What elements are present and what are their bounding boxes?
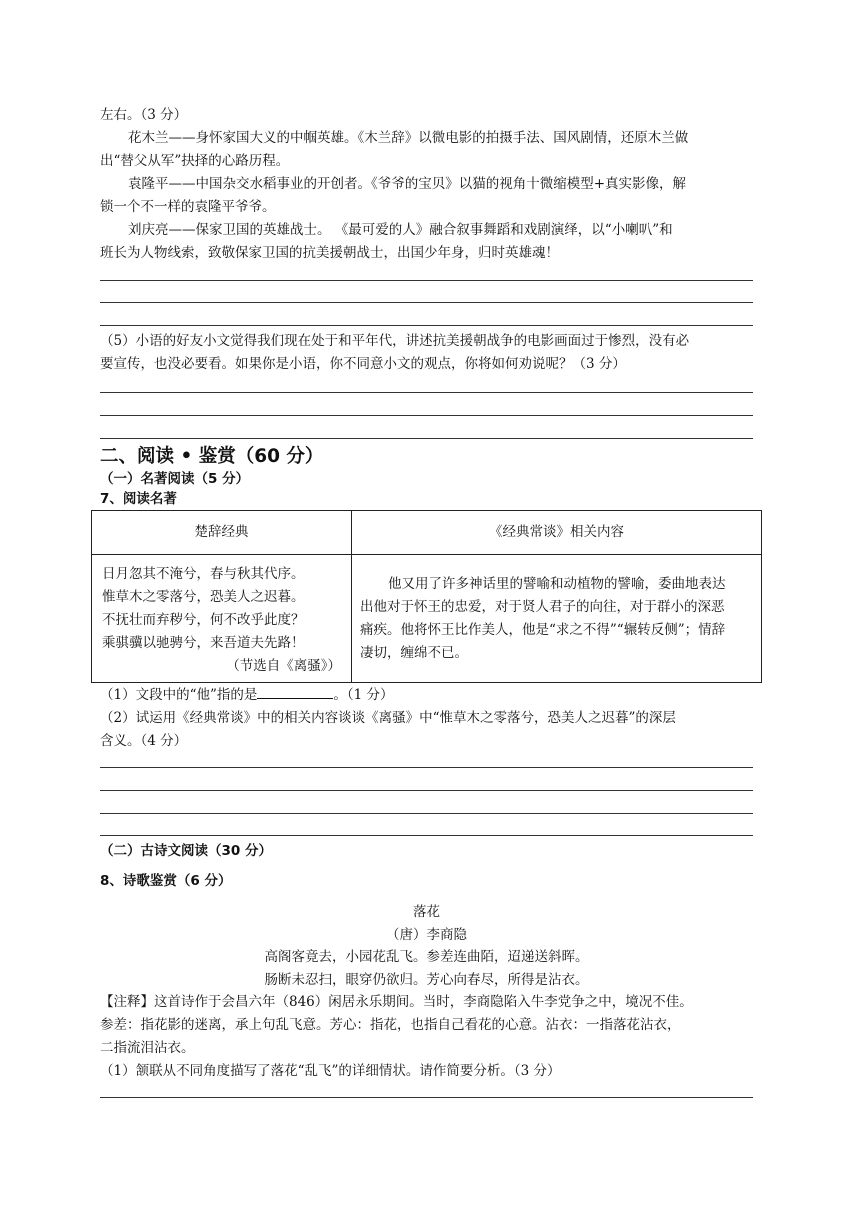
question-score: 。（1 分）	[333, 687, 394, 703]
text-line: 袁隆平——中国杂交水稻事业的开创者。《爷爷的宝贝》以猫的视角十微缩模型+真实影像，解	[128, 176, 687, 192]
answer-line[interactable]	[100, 325, 753, 326]
commentary-line: 他又用了许多神话里的譬喻和动植物的譬喻，委曲地表达	[388, 575, 726, 592]
question-5: （5）小语的好友小文觉得我们现在处于和平年代，讲述抗美援朝战争的电影画面过于惨烈，没有必	[100, 333, 690, 349]
answer-line[interactable]	[100, 438, 753, 439]
poem-line: 肠断未忍扫，眼穿仍欲归。芳心向春尽，所得是沾衣。	[264, 972, 589, 988]
poem-line: 日月忽其不淹兮，春与秋其代序。	[102, 566, 305, 582]
poem-title: 落花	[413, 904, 440, 920]
subsection-title: （二）古诗文阅读（30 分）	[100, 843, 272, 859]
text-line: 班长为人物线索，致敬保家卫国的抗美援朝战士，出国少年身，归时英雄魂！	[100, 245, 559, 261]
classics-table	[91, 510, 762, 683]
answer-line[interactable]	[100, 280, 753, 281]
question-7-label: 7、阅读名著	[100, 491, 177, 507]
question-7-2: （2）试运用《经典常谈》中的相关内容谈谈《离骚》中“惟草木之零落兮，恐美人之迟暮”的深层	[100, 710, 676, 726]
answer-line[interactable]	[100, 813, 753, 814]
question-8-1: （1）颔联从不同角度描写了落花“乱飞”的详细情状。请作简要分析。（3 分）	[100, 1063, 561, 1079]
answer-line[interactable]	[100, 790, 753, 791]
answer-line[interactable]	[100, 392, 753, 393]
subsection-title: （一）名著阅读（5 分）	[100, 471, 250, 487]
poem-line: 惟草木之零落兮，恐美人之迟暮。	[102, 589, 305, 605]
answer-line[interactable]	[100, 1097, 753, 1098]
question-7-2-cont: 含义。（4 分）	[100, 733, 188, 749]
table-header: 楚辞经典	[92, 511, 352, 555]
text-line: 花木兰——身怀家国大义的中帼英雄。《木兰辞》以微电影的拍摄手法、国风剧情，还原木兰做	[128, 130, 689, 146]
annotation: 参差：指花影的迷离，承上句乱飞意。芳心：指花，也指自己看花的心意。沾衣：一指落花沾衣，	[100, 1017, 681, 1033]
answer-line[interactable]	[100, 302, 753, 303]
text-line: 锁一个不一样的袁隆平爷爷。	[100, 199, 276, 215]
annotation: 二指流泪沾衣。	[100, 1040, 195, 1056]
poem-line: 不抚壮而弃秽兮，何不改乎此度？	[102, 612, 305, 628]
answer-line[interactable]	[100, 415, 753, 416]
text-line: 左右。（3 分）	[100, 107, 188, 123]
commentary-line: 凄切，缠绵不已。	[360, 644, 468, 661]
commentary-line: 痛疾。他将怀王比作美人，他是“求之不得”“辗转反侧”；情辞	[360, 621, 726, 638]
table-header: 《经典常谈》相关内容	[352, 511, 762, 555]
poem-cell	[92, 555, 352, 683]
question-5-cont: 要宣传，也没必要看。如果你是小语，你不同意小文的观点，你将如何劝说呢？（3 分）	[100, 356, 626, 372]
question-8-label: 8、诗歌鉴赏（6 分）	[100, 873, 232, 889]
answer-line[interactable]	[100, 767, 753, 768]
poem-line: 高阁客竟去，小园花乱飞。参差连曲陌，迢递送斜晖。	[264, 949, 589, 965]
poem-line: 乘骐骥以驰骋兮，来吾道夫先路！	[102, 635, 305, 651]
text-line: 刘庆亮——保家卫国的英雄战士。 《最可爱的人》融合叙事舞蹈和戏剧演绎，以“小喇叭”和	[128, 222, 673, 238]
commentary-line: 出他对于怀王的忠爱，对于贤人君子的向往，对于群小的深恶	[360, 598, 725, 615]
annotation: 【注释】这首诗作于会昌六年（846）闲居永乐期间。当时，李商隐陷入牛李党争之中，境况不佳。	[100, 994, 693, 1010]
section-title: 二、阅读 • 鉴赏（60 分）	[100, 446, 324, 467]
poem-author: （唐）李商隐	[386, 927, 467, 943]
question-text: （1）文段中的“他”指的是	[100, 687, 258, 703]
question-7-1	[100, 684, 394, 705]
poem-source: （节选自《离骚》）	[226, 658, 341, 674]
fill-blank[interactable]	[257, 684, 333, 699]
commentary-cell	[352, 555, 762, 683]
answer-line[interactable]	[100, 835, 753, 836]
text-line: 出“替父从军”抉择的心路历程。	[100, 153, 290, 169]
